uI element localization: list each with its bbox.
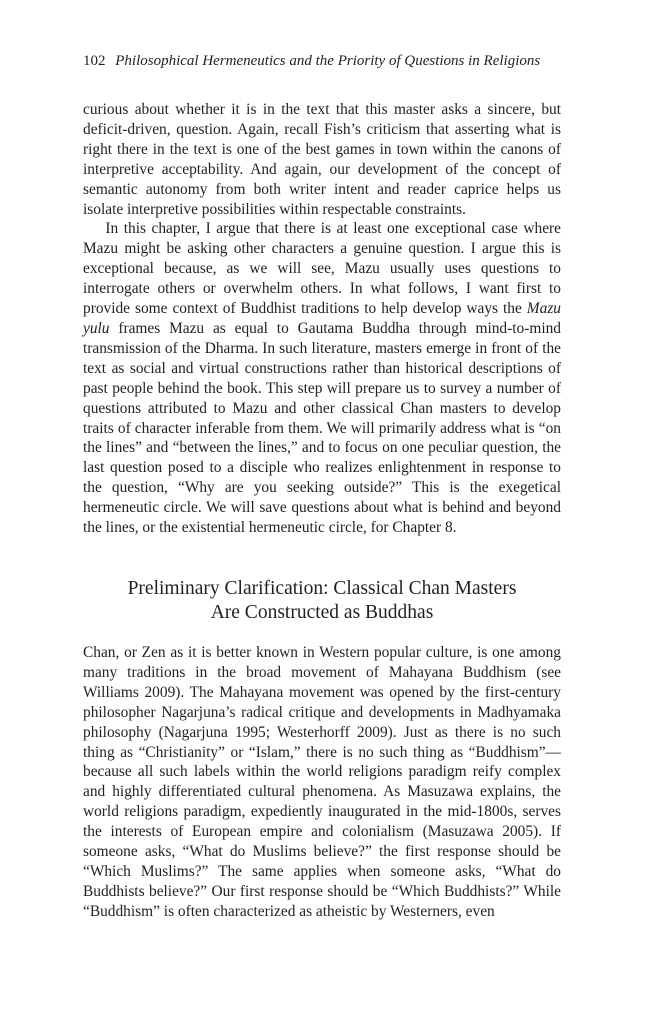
section-heading — [83, 577, 561, 625]
text-run: In this chapter, I argue that there is at least one exceptional case where Mazu might be asking other characters a genuine question. I argue this is exceptional because, as we will see, Mazu usually uses questions to interrogate others or overwhelm others. In what follows, I want first to provide some context of Buddhist traditions to help develop ways the — [83, 220, 561, 318]
text-run: curious about whether it is in the text that this master asks a sincere, but deficit-driven, question. Again, recall Fish’s criticism that asserting what is right there in the text is one of the best games in town within the canons of interpretive acceptability. And again, our development of the concept of semantic autonomy from both writer intent and reader caprice helps us isolate interpretive possibilities within respectable constraints. — [83, 101, 561, 218]
section-heading-line: Preliminary Clarification: Classical Chan Masters — [127, 578, 517, 599]
section-heading-line: Are Constructed as Buddhas — [210, 602, 434, 623]
body-text-top — [83, 100, 561, 538]
page-number: 102 — [83, 53, 106, 69]
italic-title: Mazu yulu — [83, 300, 561, 337]
paragraph — [83, 219, 561, 538]
body-text-bottom — [83, 643, 561, 922]
running-title: Philosophical Hermeneutics and the Priority of Questions in Religions — [115, 53, 541, 69]
text-run: Chan, or Zen as it is better known in Western popular culture, is one among many traditions in the broad movement of Mahayana Buddhism (see Williams 2009). The Mahayana movement was opened by the first-century philosopher Nagarjuna’s radical critique and developments in Madhyamaka philosophy (Nagarjuna 1995; Westerhorff 2009). Just as there is no such thing as “Christianity” or “Islam,” there is no such thing as “Buddhism”—because all such labels within the world religions paradigm reify complex and highly differentiated cultural phenomena. As Masuzawa explains, the world religions paradigm, expediently inaugurated in the mid-1800s, serves the interests of European empire and colonialism (Masuzawa 2005). If someone asks, “What do Muslims believe?” the first response should be “Which Muslims?” The same applies when someone asks, “What do Buddhists believe?” Our first response should be “Which Buddhists?” While “Buddhism” is often characterized as atheistic by Westerners, even — [83, 644, 561, 920]
paragraph — [83, 100, 561, 219]
text-run: frames Mazu as equal to Gautama Buddha through mind-to-mind transmission of the Dharma. In such literature, masters emerge in front of the text as social and virtual constructions rather than historical descriptions of past people behind the book. This step will prepare us to survey a number of questions attributed to Mazu and other classical Chan masters to develop traits of character inferable from them. We will primarily address what is “on the lines” and “between the lines,” and to focus on one peculiar question, the last question posed to a disciple who realizes enlightenment in response to the question, “Why are you seeking outside?” This is the exegetical hermeneutic circle. We will save questions about what is behind and beyond the lines, or the existential hermeneutic circle, for Chapter 8. — [83, 319, 561, 537]
running-head — [83, 50, 563, 72]
paragraph — [83, 643, 561, 922]
